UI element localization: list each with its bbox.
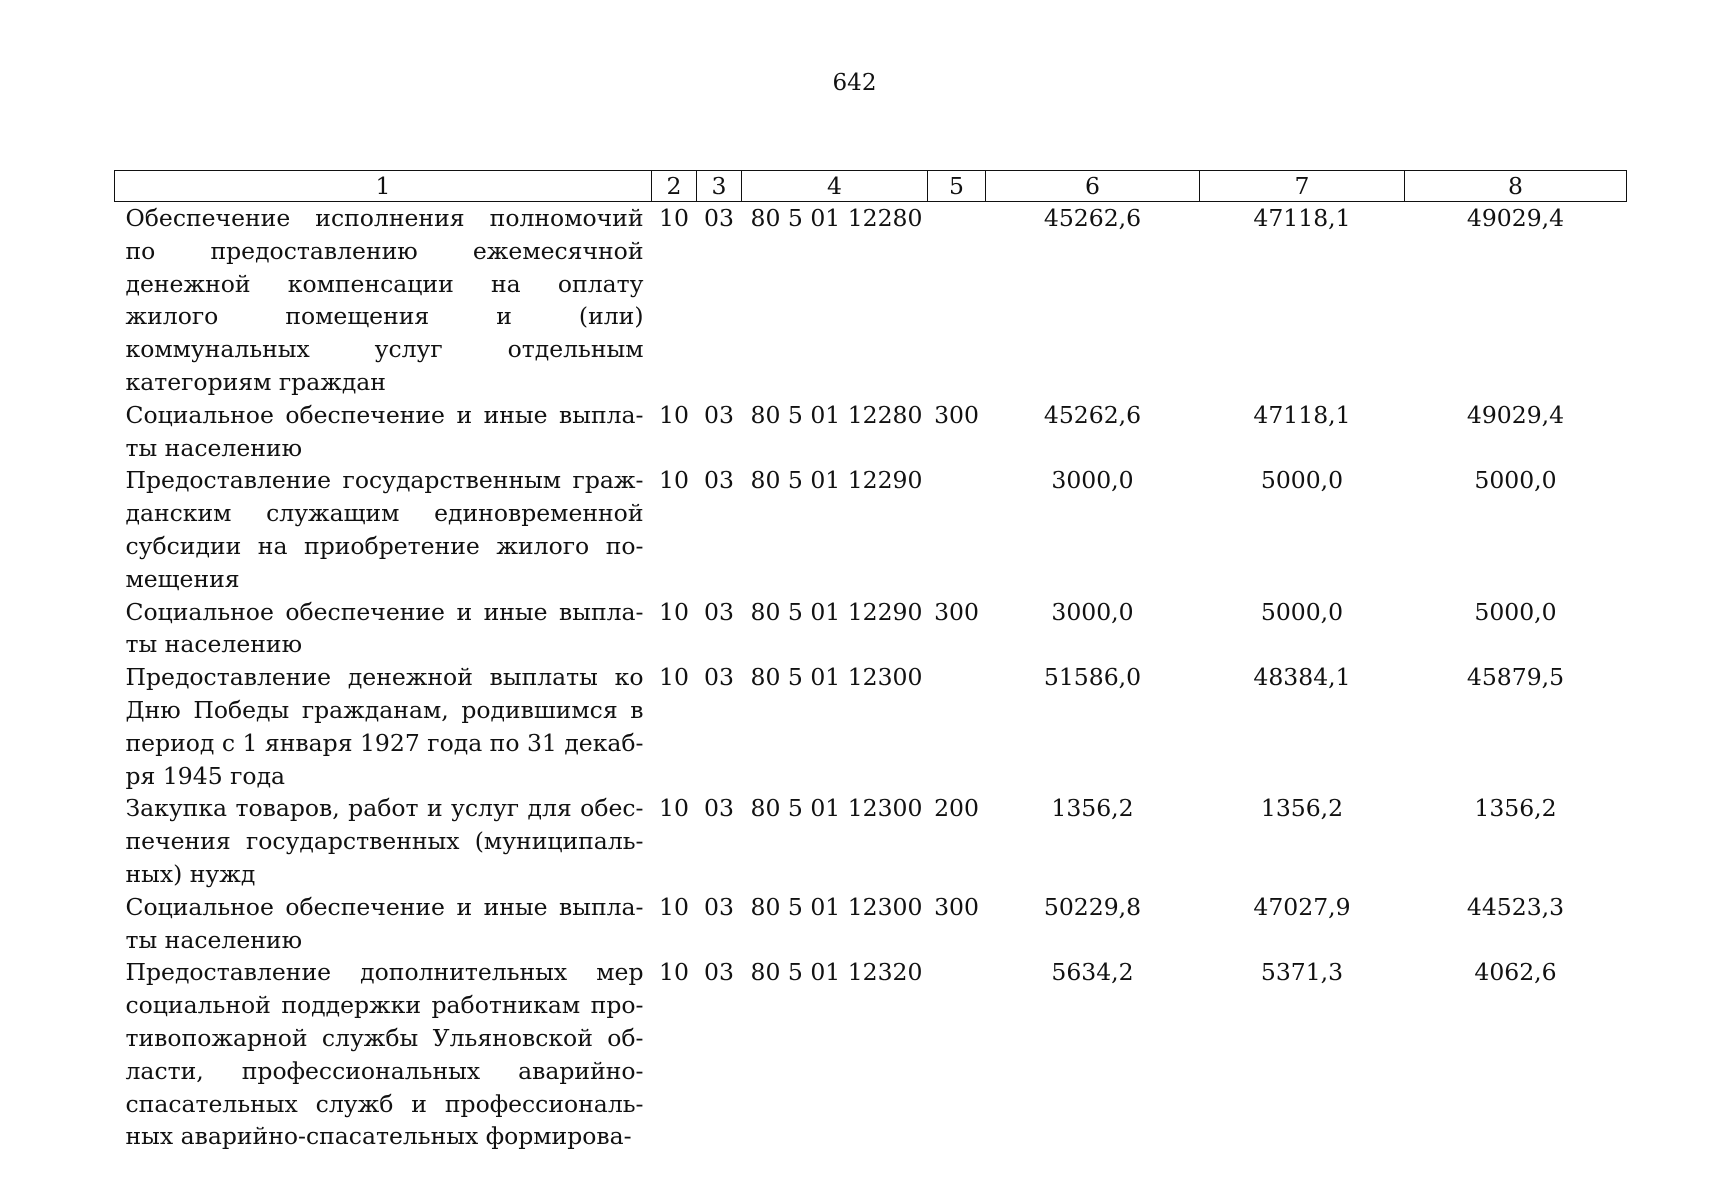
section-code-cell: 10 [659, 958, 689, 987]
expense-type-cell: 300 [934, 597, 979, 626]
section-code-cell: 10 [659, 892, 689, 921]
table-row [115, 202, 1627, 399]
amount-col6-cell: 45262,6 [1043, 400, 1142, 429]
table-row [115, 891, 1627, 957]
subsection-code-cell: 03 [704, 663, 734, 692]
subsection-code-cell: 03 [704, 400, 734, 429]
amount-col7-cell: 48384,1 [1253, 663, 1351, 692]
amount-col6-cell: 3000,0 [1051, 597, 1134, 626]
budget-table [114, 170, 1627, 1153]
target-article-cell: 80 5 01 12300 [750, 663, 923, 692]
column-header: 8 [1405, 171, 1627, 202]
row-name-cell: Социальное обеспечение и иные выплаты населению [125, 892, 644, 954]
table-header-row [115, 171, 1627, 202]
expense-type-cell [928, 464, 986, 595]
amount-col6-cell: 45262,6 [1043, 204, 1142, 232]
column-header: 6 [986, 171, 1200, 202]
amount-col8-cell: 44523,3 [1466, 892, 1565, 921]
target-article-cell: 80 5 01 12300 [750, 794, 923, 823]
amount-col8-cell: 49029,4 [1466, 204, 1565, 232]
amount-col7-cell: 5000,0 [1260, 466, 1344, 495]
expense-type-cell [928, 956, 986, 1153]
column-header: 7 [1200, 171, 1405, 202]
column-header: 4 [742, 171, 928, 202]
section-code-cell: 10 [659, 204, 689, 232]
subsection-code-cell: 03 [704, 794, 734, 823]
subsection-code-cell: 03 [704, 892, 734, 921]
amount-col8-cell: 49029,4 [1466, 400, 1565, 429]
amount-col6-cell: 51586,0 [1043, 663, 1142, 692]
table-row [115, 399, 1627, 465]
section-code-cell: 10 [659, 466, 689, 495]
column-header: 1 [115, 171, 652, 202]
row-name-cell: Обеспечение исполнения полномочий по предоставлению ежемесячной денежной компенсации на оплату жилого помещения и (или) коммунальных услуг отдельным категориям граждан [125, 204, 644, 396]
target-article-cell: 80 5 01 12320 [750, 958, 923, 987]
expense-type-cell [928, 661, 986, 792]
row-name-cell: Предоставление дополнительных мер социальной поддержки работникам противопожарной службы Ульяновской области, профессиональных аварийно-спасательных служб и профессиональных аварийно-спасательных формирова- [125, 958, 644, 1151]
target-article-cell: 80 5 01 12290 [750, 466, 923, 495]
row-name-cell: Предоставление денежной выплаты ко Дню Победы гражданам, родившимся в период с 1 января 1927 года по 31 декабря 1945 года [125, 663, 644, 790]
table-body [115, 202, 1627, 1154]
row-name-cell: Предоставление государственным гражданским служащим единовременной субсидии на приобретение жилого помещения [125, 466, 644, 593]
amount-col8-cell: 45879,5 [1466, 663, 1565, 692]
expense-type-cell [928, 202, 986, 399]
expense-type-cell: 300 [934, 892, 979, 921]
target-article-cell: 80 5 01 12300 [750, 892, 923, 921]
target-article-cell: 80 5 01 12280 [750, 204, 923, 232]
amount-col7-cell: 47118,1 [1253, 204, 1351, 232]
column-header: 3 [697, 171, 742, 202]
table-row [115, 792, 1627, 890]
column-header: 2 [652, 171, 697, 202]
amount-col6-cell: 5634,2 [1051, 958, 1134, 987]
page-number: 642 [832, 70, 877, 96]
subsection-code-cell: 03 [704, 204, 734, 232]
amount-col6-cell: 3000,0 [1051, 466, 1134, 495]
target-article-cell: 80 5 01 12290 [750, 597, 923, 626]
amount-col6-cell: 1356,2 [1051, 794, 1134, 823]
amount-col8-cell: 5000,0 [1474, 597, 1557, 626]
section-code-cell: 10 [659, 663, 689, 692]
table-row [115, 596, 1627, 662]
target-article-cell: 80 5 01 12280 [750, 400, 923, 429]
column-header: 5 [928, 171, 986, 202]
expense-type-cell: 200 [934, 794, 979, 823]
amount-col7-cell: 5371,3 [1260, 958, 1344, 987]
row-name-cell: Закупка товаров, работ и услуг для обеспечения государственных (муниципальных) нужд [125, 794, 644, 888]
table-row [115, 956, 1627, 1153]
subsection-code-cell: 03 [704, 597, 734, 626]
table-row [115, 661, 1627, 792]
amount-col7-cell: 47027,9 [1253, 892, 1351, 921]
amount-col7-cell: 5000,0 [1260, 597, 1344, 626]
row-name-cell: Социальное обеспечение и иные выплаты населению [125, 597, 644, 659]
section-code-cell: 10 [659, 794, 689, 823]
amount-col8-cell: 4062,6 [1474, 958, 1557, 987]
subsection-code-cell: 03 [704, 466, 734, 495]
amount-col7-cell: 47118,1 [1253, 400, 1351, 429]
row-name-cell: Социальное обеспечение и иные выплаты населению [125, 400, 644, 462]
amount-col8-cell: 1356,2 [1474, 794, 1557, 823]
section-code-cell: 10 [659, 597, 689, 626]
expense-type-cell: 300 [934, 400, 979, 429]
amount-col7-cell: 1356,2 [1260, 794, 1344, 823]
amount-col6-cell: 50229,8 [1043, 892, 1142, 921]
subsection-code-cell: 03 [704, 958, 734, 987]
section-code-cell: 10 [659, 400, 689, 429]
table-row [115, 464, 1627, 595]
amount-col8-cell: 5000,0 [1474, 466, 1557, 495]
